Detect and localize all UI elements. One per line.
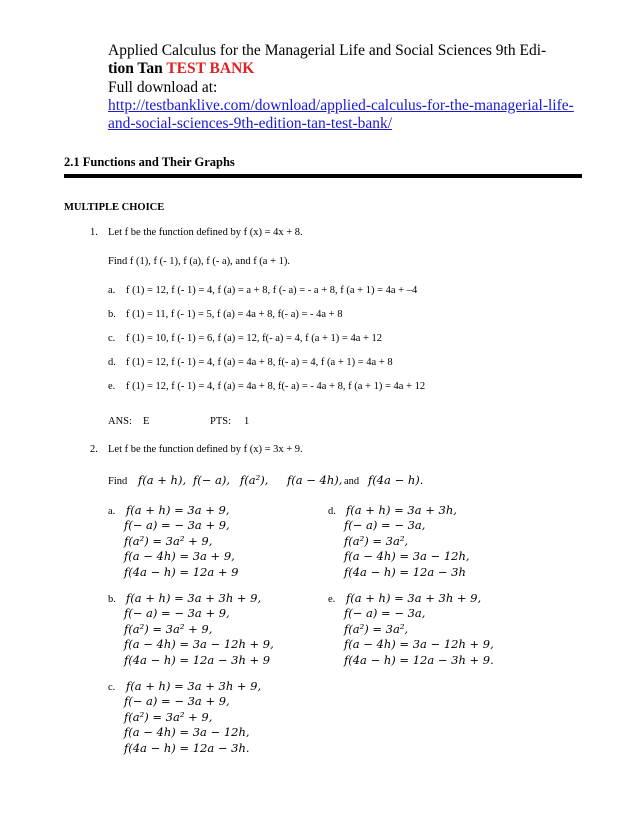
q2-find-term: f(a²), (240, 473, 269, 487)
doc-title-line2 (108, 60, 254, 78)
option-line: f(a²) = 3a², (344, 533, 409, 548)
option-line: f(a + h) = 3a + 3h + 9, (346, 591, 482, 605)
q2-find-label: Find (108, 476, 128, 487)
option-line: f(a − 4h) = 3a − 12h + 9, (344, 637, 494, 652)
q2-find-term: f(a − 4h), (287, 473, 343, 487)
q2-option-letter: b. (108, 594, 116, 605)
option-line: f(a²) = 3a² + 9, (124, 533, 213, 548)
q1-pts-value: 1 (244, 416, 250, 427)
test-bank-badge: TEST BANK (166, 60, 255, 77)
q1-ans-value: E (143, 416, 150, 427)
q1-pts-label: PTS: (210, 416, 232, 427)
q2-option-e (344, 591, 494, 668)
option-line: f(a²) = 3a², (344, 621, 409, 636)
q2-option-b (124, 591, 274, 668)
q1-option-e: f (1) = 12, f (- 1) = 4, f (a) = 4a + 8, f(- a) = - 4a + 8, f (a + 1) = 4a + 12 (126, 381, 426, 392)
q2-option-letter: a. (108, 506, 116, 517)
q1-option-a: f (1) = 12, f (- 1) = 4, f (a) = a + 8, f (- a) = - a + 8, f (a + 1) = 4a + –4 (126, 285, 418, 296)
option-line: f(4a − h) = 12a − 3h + 9 (124, 652, 271, 667)
q1-option-letter: e. (108, 381, 116, 392)
option-line: f(4a − h) = 12a − 3h + 9. (344, 652, 494, 667)
q1-option-letter: c. (108, 333, 116, 344)
download-link-line1[interactable]: http://testbanklive.com/download/applied-calculus-for-the-managerial-life- (108, 97, 574, 114)
q1-ans-label: ANS: (108, 416, 132, 427)
q1-option-letter: d. (108, 357, 116, 368)
option-line: f(a − 4h) = 3a − 12h, (344, 549, 470, 564)
q1-option-letter: a. (108, 285, 116, 296)
q2-option-d (344, 503, 470, 580)
q2-number: 2. (90, 444, 98, 455)
option-line: f(a − 4h) = 3a − 12h + 9, (124, 637, 274, 652)
q1-find: Find f (1), f (- 1), f (a), f (- a), and f (a + 1). (108, 256, 291, 267)
q2-option-letter: d. (328, 506, 336, 517)
option-line: f(− a) = − 3a + 9, (124, 518, 230, 533)
doc-title-prefix: tion Tan (108, 60, 167, 77)
download-label: Full download at: (108, 79, 218, 96)
q2-find-term: f(a + h), (138, 473, 187, 487)
doc-title-line1: Applied Calculus for the Managerial Life and Social Sciences 9th Edi- (108, 42, 547, 59)
option-line: f(a + h) = 3a + 3h, (346, 503, 457, 517)
option-line: f(4a − h) = 12a − 3h. (124, 740, 250, 755)
option-line: f(a + h) = 3a + 3h + 9, (126, 591, 262, 605)
q1-option-d: f (1) = 12, f (- 1) = 4, f (a) = 4a + 8, f(- a) = 4, f (a + 1) = 4a + 8 (126, 357, 393, 368)
q2-find-term: f(− a), (193, 473, 231, 487)
q1-stem: Let f be the function defined by f (x) = 4x + 8. (108, 227, 303, 238)
q1-option-letter: b. (108, 309, 116, 320)
q2-find-term: f(4a − h). (368, 473, 424, 487)
option-line: f(a + h) = 3a + 3h + 9, (126, 679, 262, 693)
q2-stem: Let f be the function defined by f (x) = 3x + 9. (108, 444, 303, 455)
option-line: f(4a − h) = 12a − 3h (344, 564, 466, 579)
q1-option-b: f (1) = 11, f (- 1) = 5, f (a) = 4a + 8, f(- a) = - 4a + 8 (126, 309, 343, 320)
q2-option-letter: e. (328, 594, 336, 605)
option-line: f(a²) = 3a² + 9, (124, 709, 213, 724)
q2-option-a (124, 503, 238, 580)
q2-option-c (124, 679, 261, 756)
q1-option-c: f (1) = 10, f (- 1) = 6, f (a) = 12, f(- a) = 4, f (a + 1) = 4a + 12 (126, 333, 383, 344)
subsection-title: MULTIPLE CHOICE (64, 202, 165, 213)
option-line: f(a²) = 3a² + 9, (124, 621, 213, 636)
option-line: f(4a − h) = 12a + 9 (124, 564, 239, 579)
option-line: f(− a) = − 3a + 9, (124, 694, 230, 709)
section-rule (64, 174, 582, 178)
option-line: f(a + h) = 3a + 9, (126, 503, 230, 517)
section-title: 2.1 Functions and Their Graphs (64, 155, 235, 169)
option-line: f(− a) = − 3a, (344, 518, 426, 533)
q1-number: 1. (90, 227, 98, 238)
q2-option-letter: c. (108, 682, 116, 693)
option-line: f(a − 4h) = 3a − 12h, (124, 725, 250, 740)
q2-find-and: and (344, 476, 360, 487)
download-link-line2[interactable]: and-social-sciences-9th-edition-tan-test-bank/ (108, 115, 393, 132)
option-line: f(− a) = − 3a, (344, 606, 426, 621)
option-line: f(− a) = − 3a + 9, (124, 606, 230, 621)
option-line: f(a − 4h) = 3a + 9, (124, 549, 235, 564)
